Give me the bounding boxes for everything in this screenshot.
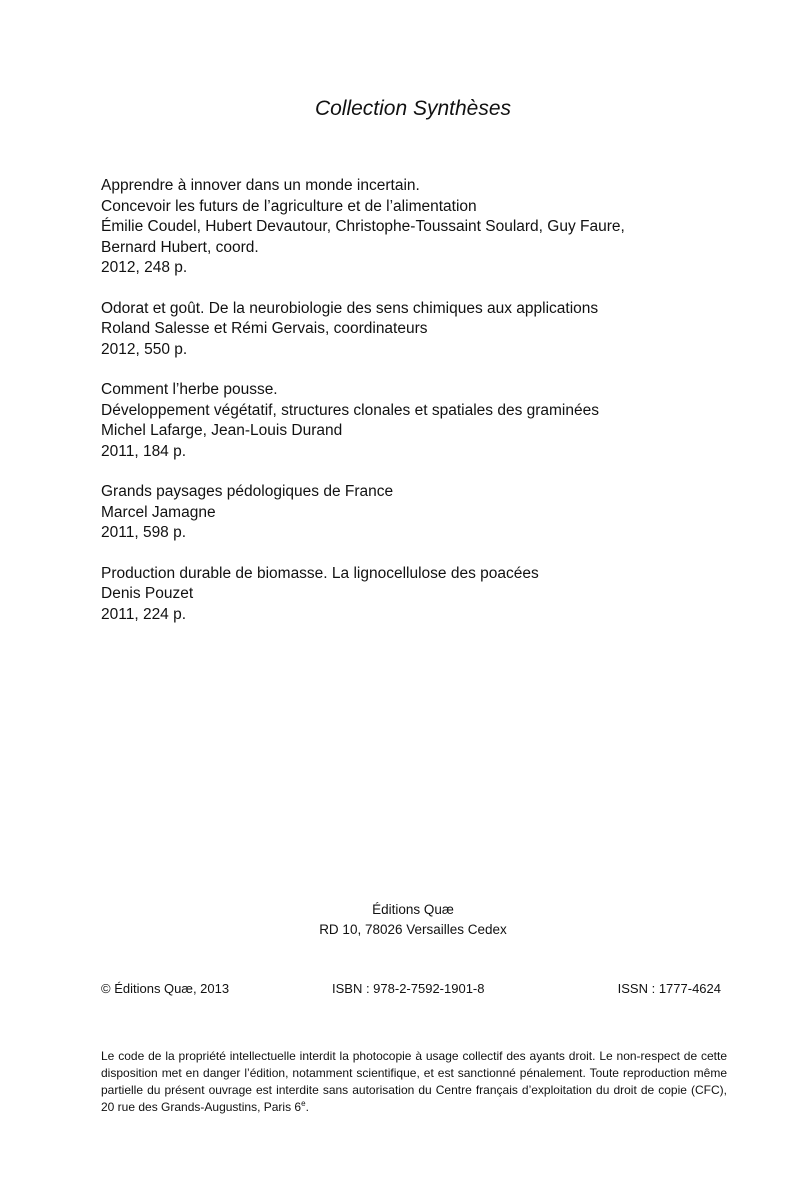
book-authors-line: Bernard Hubert, coord. xyxy=(101,238,259,256)
book-title-line: Odorat et goût. De la neurobiologie des sens chimiques aux applications xyxy=(101,299,599,317)
book-authors-line: Marcel Jamagne xyxy=(101,503,216,521)
book-authors-line: Michel Lafarge, Jean-Louis Durand xyxy=(101,422,343,439)
book-authors-line: Émilie Coudel, Hubert Devautour, Christophe-Toussaint Soulard, Guy Faure, xyxy=(101,218,625,235)
book-entry xyxy=(101,176,721,279)
book-entry xyxy=(101,564,721,626)
book-year-pages: 2011, 598 p. xyxy=(101,524,187,541)
notice-end: . xyxy=(305,1100,309,1114)
publisher-address: RD 10, 78026 Versailles Cedex xyxy=(319,921,507,937)
book-entry xyxy=(101,299,721,361)
issn-text: ISSN : 1777-4624 xyxy=(617,981,721,996)
book-year-pages: 2011, 184 p. xyxy=(101,442,187,460)
book-subtitle-line: Concevoir les futurs de l’agriculture et de l’alimentation xyxy=(101,197,477,215)
legal-info-row xyxy=(101,979,721,999)
notice-superscript: e xyxy=(301,1099,306,1108)
book-title-line: Grands paysages pédologiques de France xyxy=(101,483,394,500)
book-entry xyxy=(101,482,721,544)
book-year-pages: 2012, 248 p. xyxy=(101,259,188,276)
book-title-line: Comment l’herbe pousse. xyxy=(101,381,278,398)
copyright-notice xyxy=(101,1048,727,1116)
book-title-line: Production durable de biomasse. La lignocellulose des poacées xyxy=(101,564,539,582)
book-list xyxy=(101,176,721,645)
book-authors-line: Denis Pouzet xyxy=(101,585,194,602)
book-title-line: Apprendre à innover dans un monde incertain. xyxy=(101,177,420,194)
copyright-text: © Éditions Quæ, 2013 xyxy=(101,981,230,996)
book-year-pages: 2012, 550 p. xyxy=(101,340,188,358)
book-entry xyxy=(101,380,721,462)
publisher-name: Éditions Quæ xyxy=(372,902,454,917)
book-authors-line: Roland Salesse et Rémi Gervais, coordinateurs xyxy=(101,320,428,337)
publisher-block xyxy=(0,900,800,939)
collection-title: Collection Synthèses xyxy=(314,97,512,120)
isbn-text: ISBN : 978-2-7592-1901-8 xyxy=(332,981,485,996)
notice-text: Le code de la propriété intellectuelle interdit la photocopie à usage collectif des ayants droit. Le non-respect de cette disposition met en danger l’édition, notamment scientifique, et est sanctionné pénalement. Toute reproduction même partielle du présent ouvrage est interdite sans autorisation du Centre français d’exploitation du droit de copie (CFC), 20 rue des Grands-Augustins, Paris 6 xyxy=(101,1049,727,1114)
book-year-pages: 2011, 224 p. xyxy=(101,605,187,623)
book-subtitle-line: Développement végétatif, structures clonales et spatiales des graminées xyxy=(101,401,599,419)
